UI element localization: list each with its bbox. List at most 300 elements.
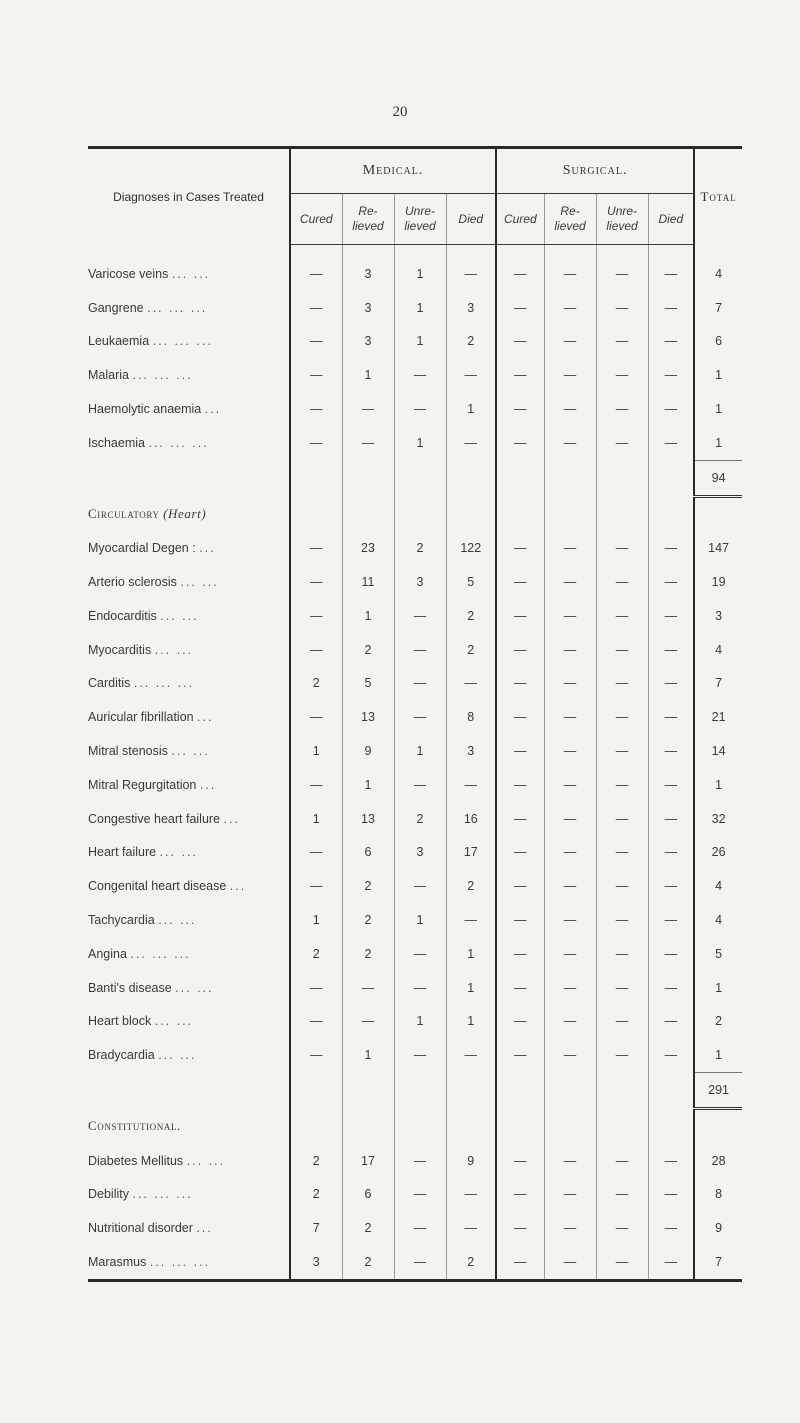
leader-dots: ... [196, 1221, 213, 1236]
value-cell: — [446, 1211, 496, 1245]
value-cell: — [342, 392, 394, 426]
value-cell: 23 [342, 531, 394, 565]
value-cell: — [496, 1038, 544, 1072]
diagnosis-label: Congestive heart failure [88, 811, 221, 826]
table-row [88, 903, 742, 937]
leader-dots: ... ... ... [148, 436, 209, 451]
leader-dots: ... ... [159, 845, 198, 860]
diagnosis-label-cell [88, 869, 290, 903]
table-row [88, 1245, 742, 1280]
value-cell: 1 [446, 971, 496, 1005]
value-cell: — [544, 869, 596, 903]
page-number: 20 [392, 104, 408, 120]
value-cell: — [496, 245, 544, 291]
empty-cell [596, 1108, 648, 1143]
empty-cell [446, 496, 496, 531]
diagnosis-label: Mitral stenosis [88, 744, 168, 759]
diagnosis-label-cell [88, 1211, 290, 1245]
leader-dots: ... [197, 710, 214, 725]
table-row [88, 1144, 742, 1178]
value-cell: 3 [394, 565, 446, 599]
value-cell: — [290, 768, 342, 802]
diagnosis-label-cell [88, 325, 290, 359]
value-cell: — [544, 291, 596, 325]
value-cell: — [544, 1038, 596, 1072]
value-cell: 1 [342, 599, 394, 633]
table-row [88, 599, 742, 633]
value-cell: — [496, 531, 544, 565]
value-cell: — [446, 1038, 496, 1072]
value-cell: — [544, 903, 596, 937]
empty-cell [342, 1108, 394, 1143]
row-total-cell: 4 [715, 266, 723, 281]
leader-dots: ... [204, 402, 222, 417]
value-cell: — [496, 1211, 544, 1245]
value-cell: 9 [342, 734, 394, 768]
diagnosis-label: Ischaemia [88, 436, 145, 451]
value-cell: — [648, 325, 694, 359]
value-cell: — [290, 291, 342, 325]
value-cell: — [544, 700, 596, 734]
empty-cell [544, 496, 596, 531]
diagnosis-label-cell [88, 734, 290, 768]
empty-cell [648, 460, 694, 496]
value-cell: — [596, 565, 648, 599]
value-cell: — [290, 971, 342, 1005]
value-cell: — [648, 358, 694, 392]
diagnosis-label-cell [88, 358, 290, 392]
empty-cell [290, 1108, 342, 1143]
value-cell: 5 [446, 565, 496, 599]
value-cell: — [596, 531, 648, 565]
value-cell: — [596, 734, 648, 768]
row-total-cell: 14 [711, 744, 726, 759]
section-label-cell [88, 1108, 290, 1143]
row-total-cell: 7 [715, 300, 723, 315]
diagnosis-label: Congenital heart disease [88, 879, 227, 894]
value-cell: — [290, 1038, 342, 1072]
table-row [88, 291, 742, 325]
value-cell: — [596, 869, 648, 903]
diagnosis-label: Diabetes Mellitus [88, 1153, 184, 1168]
value-cell: — [394, 937, 446, 971]
diagnosis-label-cell [88, 937, 290, 971]
section-header-row [88, 496, 742, 531]
value-cell: 1 [446, 392, 496, 426]
value-cell: — [290, 245, 342, 291]
value-cell: — [596, 903, 648, 937]
value-cell: — [596, 836, 648, 870]
value-cell: — [596, 802, 648, 836]
row-total-cell: 28 [711, 1153, 726, 1168]
value-cell: — [648, 1211, 694, 1245]
leader-dots: ... [223, 811, 240, 826]
value-cell: — [496, 768, 544, 802]
diagnosis-label: Bradycardia [88, 1048, 155, 1063]
value-cell: 2 [290, 937, 342, 971]
empty-cell [496, 496, 544, 531]
leader-dots: ... ... ... [132, 1187, 193, 1202]
section-subtitle: (Heart) [163, 505, 207, 521]
value-cell: 2 [290, 1178, 342, 1212]
value-cell: 1 [394, 1005, 446, 1039]
diagnoses-header: Diagnoses in Cases Treated [88, 148, 290, 245]
subtotal-value: 291 [694, 1073, 742, 1109]
row-total-cell: 1 [715, 777, 723, 792]
empty-cell [648, 1073, 694, 1109]
value-cell: — [596, 599, 648, 633]
value-cell: — [544, 325, 596, 359]
diagnosis-label: Tachycardia [88, 913, 155, 928]
diagnosis-label: Leukaemia [88, 334, 150, 349]
table-row [88, 1178, 742, 1212]
table-row [88, 971, 742, 1005]
row-total-cell: 1 [715, 435, 723, 450]
value-cell: — [290, 565, 342, 599]
value-cell: — [290, 869, 342, 903]
value-cell: — [544, 971, 596, 1005]
empty-cell [290, 460, 342, 496]
value-cell: 1 [394, 426, 446, 460]
value-cell: 1 [342, 768, 394, 802]
value-cell: — [544, 802, 596, 836]
diagnosis-label: Haemolytic anaemia [88, 402, 202, 417]
diagnosis-label-cell [88, 392, 290, 426]
value-cell: 2 [446, 325, 496, 359]
empty-cell [596, 496, 648, 531]
value-cell: 1 [394, 734, 446, 768]
table-row [88, 633, 742, 667]
value-cell: — [596, 971, 648, 1005]
value-cell: — [544, 836, 596, 870]
value-cell: 13 [342, 802, 394, 836]
table-row [88, 937, 742, 971]
empty-cell [596, 460, 648, 496]
row-total-cell: 2 [715, 1014, 723, 1029]
empty-cell [544, 1108, 596, 1143]
value-cell: — [394, 768, 446, 802]
value-cell: — [394, 700, 446, 734]
leader-dots: ... ... [186, 1153, 225, 1168]
value-cell: 2 [290, 667, 342, 701]
row-total-cell: 7 [694, 1245, 742, 1280]
leader-dots: ... [199, 777, 217, 792]
row-total-cell: 26 [711, 845, 726, 860]
value-cell: — [446, 358, 496, 392]
value-cell: — [290, 358, 342, 392]
value-cell: 3 [394, 836, 446, 870]
value-cell: 17 [342, 1144, 394, 1178]
medical-header: Medical. [290, 148, 496, 194]
value-cell: — [496, 1005, 544, 1039]
diagnosis-label: Heart failure [88, 845, 157, 860]
value-cell: — [496, 565, 544, 599]
value-cell: 1 [290, 734, 342, 768]
diagnosis-label-cell [88, 1005, 290, 1039]
table-row [88, 325, 742, 359]
empty-cell [694, 1108, 742, 1143]
diagnosis-label-cell [88, 971, 290, 1005]
value-cell: — [394, 667, 446, 701]
value-cell: — [290, 426, 342, 460]
leader-dots: ... [199, 541, 216, 556]
value-cell: — [394, 1211, 446, 1245]
value-cell: — [496, 836, 544, 870]
value-cell: — [544, 531, 596, 565]
empty-cell [648, 496, 694, 531]
section-title: Circulatory [88, 505, 160, 521]
value-cell: 122 [446, 531, 496, 565]
value-cell: — [544, 565, 596, 599]
diagnosis-label-cell [88, 426, 290, 460]
empty-cell [544, 1073, 596, 1109]
table-row [88, 1211, 742, 1245]
row-total-cell: 4 [715, 913, 723, 928]
value-cell: 7 [290, 1211, 342, 1245]
value-cell: — [648, 245, 694, 291]
value-cell: — [648, 1005, 694, 1039]
diagnosis-label-cell [88, 565, 290, 599]
value-cell: — [290, 325, 342, 359]
value-cell: 3 [290, 1245, 342, 1280]
diagnosis-label: Debility [88, 1187, 129, 1202]
surgical-cured-header: Cured [496, 194, 544, 245]
value-cell: — [596, 633, 648, 667]
value-cell: — [648, 1144, 694, 1178]
value-cell: 2 [446, 1245, 496, 1280]
value-cell: 2 [342, 937, 394, 971]
diagnosis-label: Myocarditis [88, 642, 152, 657]
value-cell: — [496, 869, 544, 903]
value-cell: — [290, 531, 342, 565]
value-cell: — [544, 667, 596, 701]
row-total-cell: 19 [711, 575, 726, 590]
diagnosis-label-cell [88, 768, 290, 802]
value-cell: 3 [446, 734, 496, 768]
value-cell: — [596, 245, 648, 291]
diagnosis-label-cell [88, 1144, 290, 1178]
value-cell: 16 [446, 802, 496, 836]
value-cell: — [544, 734, 596, 768]
medical-died-header: Died [446, 194, 496, 245]
empty-label-cell [88, 1073, 290, 1109]
empty-cell [394, 460, 446, 496]
row-total-cell: 6 [715, 334, 723, 349]
diagnosis-label: Marasmus [88, 1255, 147, 1269]
value-cell: — [596, 1038, 648, 1072]
empty-cell [394, 1108, 446, 1143]
value-cell: — [648, 426, 694, 460]
diagnosis-label-cell [88, 903, 290, 937]
value-cell: — [394, 358, 446, 392]
value-cell: — [596, 768, 648, 802]
diagnosis-label: Carditis [88, 676, 131, 691]
table-row [88, 392, 742, 426]
subtotal-row [88, 1073, 742, 1109]
value-cell: — [342, 971, 394, 1005]
value-cell: — [648, 531, 694, 565]
medical-cured-header: Cured [290, 194, 342, 245]
value-cell: — [496, 426, 544, 460]
value-cell: 2 [446, 869, 496, 903]
row-total-cell: 4 [715, 879, 723, 894]
empty-cell [394, 1073, 446, 1109]
value-cell: 2 [342, 869, 394, 903]
value-cell: — [648, 700, 694, 734]
table-row [88, 700, 742, 734]
value-cell: — [394, 599, 446, 633]
value-cell: — [496, 971, 544, 1005]
value-cell: — [496, 291, 544, 325]
row-total-cell: 147 [708, 541, 730, 556]
value-cell: — [596, 1245, 648, 1280]
value-cell: 2 [446, 599, 496, 633]
table-row [88, 1005, 742, 1039]
row-total-cell: 21 [711, 710, 726, 725]
value-cell: 3 [342, 325, 394, 359]
surgical-unrelieved-header: Unre- lieved [596, 194, 648, 245]
empty-cell [544, 460, 596, 496]
table-row [88, 531, 742, 565]
value-cell: — [648, 734, 694, 768]
value-cell: — [596, 426, 648, 460]
value-cell: — [648, 1245, 694, 1280]
value-cell: 17 [446, 836, 496, 870]
value-cell: — [544, 599, 596, 633]
leader-dots: ... ... ... [149, 1255, 211, 1269]
empty-cell [290, 1073, 342, 1109]
surgical-header: Surgical. [496, 148, 694, 194]
value-cell: — [544, 1178, 596, 1212]
value-cell: — [496, 903, 544, 937]
value-cell: — [596, 667, 648, 701]
diagnosis-label: Auricular fibrillation [88, 710, 194, 725]
diagnosis-label-cell [88, 1178, 290, 1212]
value-cell: 6 [342, 1178, 394, 1212]
value-cell: — [596, 700, 648, 734]
empty-cell [342, 460, 394, 496]
value-cell: — [596, 1178, 648, 1212]
empty-cell [496, 460, 544, 496]
diagnosis-label: Endocarditis [88, 608, 157, 623]
diagnosis-label-cell [88, 291, 290, 325]
value-cell: 2 [446, 633, 496, 667]
value-cell: 1 [446, 937, 496, 971]
leader-dots: ... ... ... [147, 300, 208, 315]
leader-dots: ... ... ... [132, 368, 193, 383]
table-row [88, 565, 742, 599]
value-cell: — [648, 971, 694, 1005]
empty-cell [394, 496, 446, 531]
table-row [88, 1038, 742, 1072]
diagnosis-label-cell [88, 599, 290, 633]
row-total-cell: 1 [715, 980, 723, 995]
diagnosis-label-cell [88, 836, 290, 870]
row-total-cell: 32 [711, 811, 726, 826]
empty-cell [648, 1108, 694, 1143]
value-cell: — [544, 392, 596, 426]
empty-label-cell [88, 460, 290, 496]
leader-dots: ... ... [171, 266, 211, 281]
diagnosis-label: Gangrene [88, 300, 144, 315]
value-cell: — [648, 565, 694, 599]
section-header-row [88, 1108, 742, 1143]
row-total-cell: 8 [715, 1187, 723, 1202]
medical-relieved-header: Re- lieved [342, 194, 394, 245]
row-total-cell: 3 [715, 608, 723, 623]
diagnosis-label-cell [88, 1038, 290, 1072]
value-cell: — [596, 937, 648, 971]
leader-dots: ... ... [160, 608, 199, 623]
table-row [88, 358, 742, 392]
total-header: Total [694, 148, 742, 245]
section-title: Constitutional. [88, 1118, 181, 1134]
value-cell: — [496, 633, 544, 667]
value-cell: — [394, 392, 446, 426]
diagnosis-label-cell [88, 1245, 290, 1280]
value-cell: 2 [342, 1211, 394, 1245]
row-total-cell: 9 [715, 1221, 723, 1236]
diagnosis-label: Nutritional disorder [88, 1221, 193, 1236]
value-cell: — [544, 426, 596, 460]
value-cell: — [544, 245, 596, 291]
empty-cell [290, 496, 342, 531]
value-cell: — [446, 768, 496, 802]
diagnosis-label: Angina [88, 946, 127, 961]
value-cell: — [290, 392, 342, 426]
value-cell: 1 [342, 358, 394, 392]
value-cell: — [596, 1211, 648, 1245]
medical-unrelieved-header: Unre- lieved [394, 194, 446, 245]
value-cell: — [648, 937, 694, 971]
value-cell: — [648, 633, 694, 667]
diagnosis-label-cell [88, 700, 290, 734]
value-cell: — [544, 1245, 596, 1280]
diagnosis-label: Arterio sclerosis [88, 575, 177, 590]
value-cell: 11 [342, 565, 394, 599]
value-cell: — [648, 768, 694, 802]
diagnosis-label: Banti's disease [88, 980, 172, 995]
empty-cell [446, 1108, 496, 1143]
table-row [88, 802, 742, 836]
value-cell: — [596, 392, 648, 426]
value-cell: 13 [342, 700, 394, 734]
value-cell: — [496, 700, 544, 734]
value-cell: 1 [290, 903, 342, 937]
value-cell: — [496, 1144, 544, 1178]
table-row [88, 667, 742, 701]
value-cell: — [496, 392, 544, 426]
value-cell: — [290, 1005, 342, 1039]
empty-cell [446, 1073, 496, 1109]
value-cell: — [648, 869, 694, 903]
value-cell: — [596, 1005, 648, 1039]
table-row [88, 426, 742, 460]
value-cell: — [648, 392, 694, 426]
diagnosis-label: Varicose veins [88, 266, 169, 281]
value-cell: — [394, 1038, 446, 1072]
value-cell: — [496, 802, 544, 836]
row-total-cell: 5 [715, 946, 723, 961]
leader-dots: ... ... ... [152, 334, 213, 349]
value-cell: — [496, 937, 544, 971]
value-cell: 1 [394, 903, 446, 937]
leader-dots: ... ... [158, 1048, 197, 1063]
value-cell: 1 [394, 291, 446, 325]
empty-cell [596, 1073, 648, 1109]
value-cell: — [496, 667, 544, 701]
value-cell: — [394, 971, 446, 1005]
